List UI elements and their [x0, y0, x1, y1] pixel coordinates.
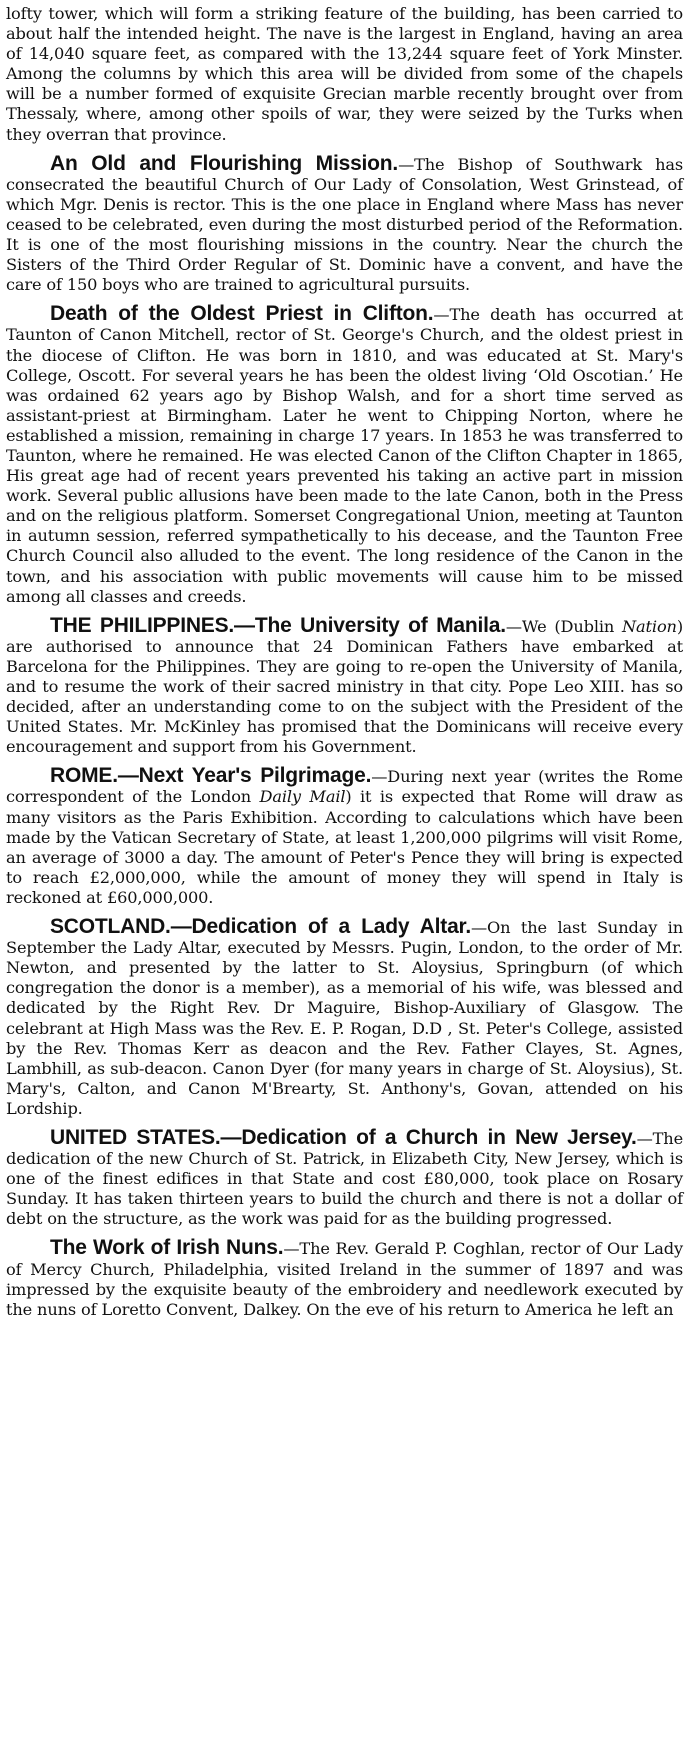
intro-paragraph: lofty tower, which will form a striking feature of the building, has been carried to about half the intended height. The nave is the largest in England, having an area of 14,040 square feet, as compared with the 13,244 square feet of York Minster. Among the columns by which this area will be divided from some of the chapels will be a number formed of exquisite Grecian marble recently brought over from Thessaly, where, among other spoils of war, they were seized by the Turks when they overran that province. [6, 4, 683, 144]
article-body: —During next year (writes the Rome correspondent of the London [6, 767, 683, 807]
article-body-continued: ) are authorised to announce that 24 Dominican Fathers have embarked at Barcelona for the Philippines. They are going to re-open the University of Manila, and to resume the work of their sacred ministry in that city. Pope Leo XIII. has so decided, after an understanding come to on the subject with the President of the United States. Mr. McKinley has promised that the Dominicans will receive every encouragement and support from his Government. [6, 616, 683, 757]
article-scotland [6, 917, 683, 1119]
article-heading: SCOTLAND.—Dedication of a Lady Altar. [50, 915, 471, 939]
article-body: —The death has occurred at Taunton of Canon Mitchell, rector of St. George's Church, and the oldest priest in the diocese of Clifton. He was born in 1810, and was educated at St. Mary's College, Oscott. For several years he has been the oldest living ‘Old Oscotian.’ He was ordained 62 years ago by Bishop Walsh, and for a short time served as assistant-priest at Birmingham. Later he went to Chipping Norton, where he established a mission, remaining in charge 17 years. In 1853 he was transferred to Taunton, where he remained. He was elected Canon of the Clifton Chapter in 1865, His great age had of recent years prevented his taking an active part in mission work. Several public allusions have been made to the late Canon, both in the Press and on the religious platform. Somerset Congregational Union, meeting at Taunton in autumn session, referred sympathetically to his decease, and the Taunton Free Church Council also alluded to the event. The long residence of the Canon in the town, and his association with public movements will cause him to be missed among all classes and creeds. [6, 305, 683, 606]
article-heading: The Work of Irish Nuns. [50, 1236, 284, 1260]
article-body: —We (Dublin [505, 616, 623, 636]
article-united-states [6, 1125, 683, 1229]
article-body: —The dedication of the new Church of St. Patrick, in Elizabeth City, New Jersey, which is one of the finest edifices in that State and cost £80,000, took place on Rosary Sunday. It has taken thirteen years to build the church and there is not a dollar of debt on the structure, as the work was paid for as the building progressed. [6, 1128, 683, 1229]
article-body: —The Rev. Gerald P. Coghlan, rector of Our Lady of Mercy Church, Philadelphia, visited Ireland in the summer of 1897 and was impressed by the exquisite beauty of the embroidery and needlework executed by the nuns of Loretto Convent, Dalkey. On the eve of his return to America he left an [6, 1239, 683, 1319]
article-philippines [6, 613, 683, 758]
article-irish-nuns [6, 1238, 683, 1319]
publication-name: Nation [622, 616, 677, 636]
publication-name: Daily Mail [259, 787, 346, 807]
article-heading: ROME.—Next Year's Pilgrimage. [50, 764, 372, 788]
article-heading: An Old and Flourishing Mission. [50, 151, 399, 175]
article-heading: Death of the Oldest Priest in Clifton. [50, 302, 434, 326]
article-body: —The Bishop of Southwark has consecrated the beautiful Church of Our Lady of Consolation, West Grinstead, of which Mgr. Denis is rector. This is the one place in England where Mass has never ceased to be celebrated, even during the most disturbed period of the Reformation. It is one of the most flourishing missions in the country. Near the church the Sisters of the Third Order Regular of St. Dominic have a convent, and have the care of 150 boys who are trained to agricultural pursuits. [6, 154, 684, 295]
article-body: —On the last Sunday in September the Lady Altar, executed by Messrs. Pugin, London, to the order of Mr. Newton, and presented by the latter to St. Aloysius, Springburn (of which congregation the donor is a member), as a memorial of his wife, was blessed and dedicated by the Right Rev. Dr Maguire, Bishop-Auxiliary of Glasgow. The celebrant at High Mass was the Rev. E. P. Rogan, D.D , St. Peter's College, assisted by the Rev. Thomas Kerr as deacon and the Rev. Father Clayes, St. Agnes, Lambhill, as sub-deacon. Canon Dyer (for many years in charge of St. Aloysius), St. Mary's, Calton, and Canon M'Brearty, St. Anthony's, Govan, attended on his Lordship. [6, 918, 683, 1118]
article-heading: THE PHILIPPINES.—The University of Manila. [50, 613, 506, 637]
article-oldest-priest [6, 304, 683, 606]
article-mission [6, 151, 684, 296]
article-body-continued: ) it is expected that Rome will draw as many visitors as the Paris Exhibition. According to calculations which have been made by the Vatican Secretary of State, at least 1,200,000 pilgrims will visit Rome, an average of 3000 a day. The amount of Peter's Pence they will bring is expected to reach £2,000,000, while the amount of money they will spend in Italy is reckoned at £60,000,000. [6, 787, 683, 907]
article-rome [6, 766, 683, 908]
article-heading: UNITED STATES.—Dedication of a Church in New Jersey. [50, 1125, 637, 1149]
